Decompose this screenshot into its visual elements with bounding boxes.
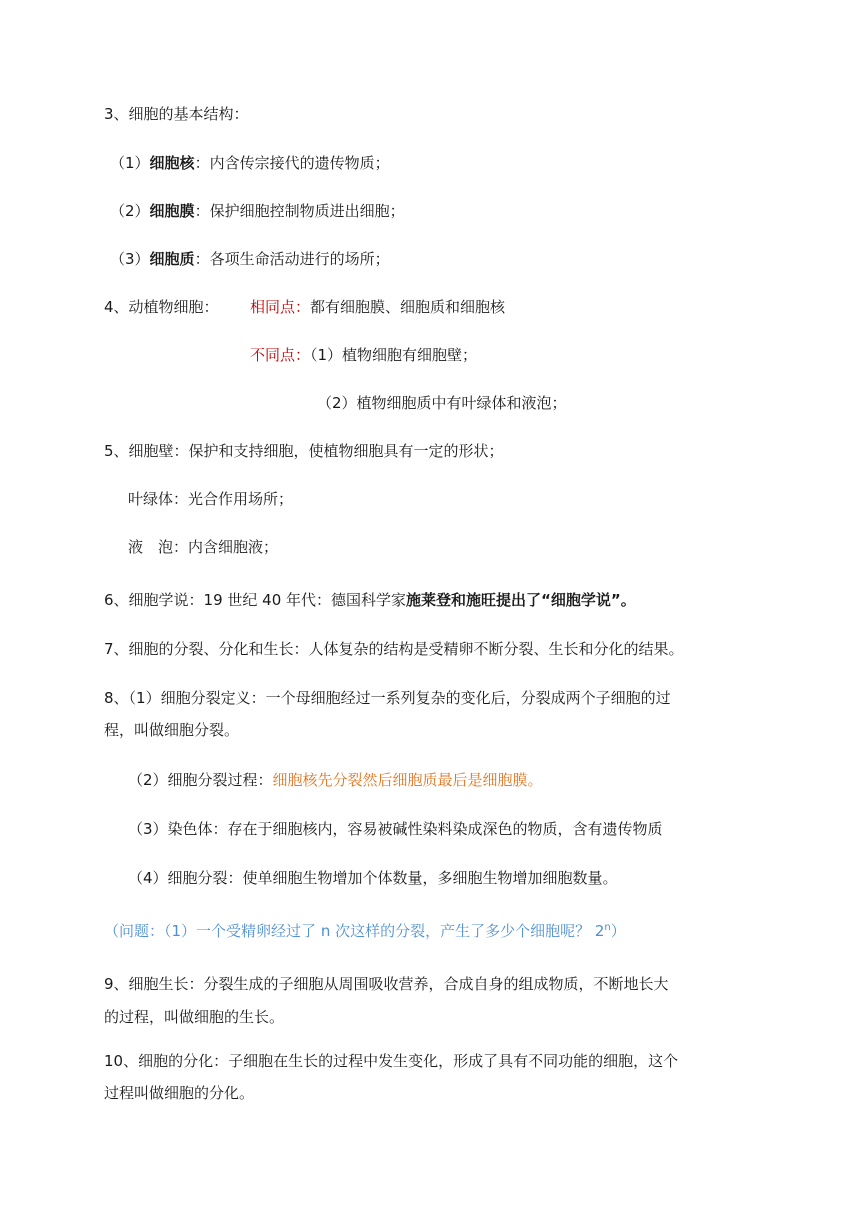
section-4-diff <box>250 345 477 365</box>
section-9-line-1: 9、细胞生长：分裂生成的子细胞从周围吸收营养，合成自身的组成物质，不断地长大 <box>104 975 669 993</box>
section-6-suffix: 。 <box>620 591 636 609</box>
section-10-line-1: 10、细胞的分化：子细胞在生长的过程中发生变化，形成了具有不同功能的细胞，这个 <box>104 1052 679 1070</box>
section-7: 7、细胞的分裂、分化和生长：人体复杂的结构是受精卵不断分裂、生长和分化的结果。 <box>104 640 684 658</box>
section-8-line-2: 程，叫做细胞分裂。 <box>104 721 240 739</box>
question-line <box>104 921 626 941</box>
section-8-item-3: （3）染色体：存在于细胞核内，容易被碱性染料染成深色的物质，含有遗传物质 <box>128 820 663 838</box>
section-5-line-1: 5、细胞壁：保护和支持细胞，使植物细胞具有一定的形状； <box>104 442 504 460</box>
section-6-prefix: 6、细胞学说：19 世纪 40 年代：德国科学家 <box>104 591 407 609</box>
section-3-heading: 3、细胞的基本结构： <box>104 105 249 123</box>
section-8-item-4: （4）细胞分裂：使单细胞生物增加个体数量，多细胞生物增加细胞数量。 <box>128 869 618 887</box>
section-5-line-3: 液 泡：内含细胞液； <box>128 538 279 556</box>
item-number: （3） <box>110 250 150 268</box>
section-4-prefix: 4、动植物细胞： <box>104 298 219 316</box>
section-3-item-1 <box>110 153 390 173</box>
term-description: ：各项生命活动进行的场所； <box>194 250 390 268</box>
section-6-bold: 施莱登和施旺提出了“细胞学说” <box>406 591 621 609</box>
question-exponent: n <box>604 922 611 933</box>
section-8-line-1: 8、（1）细胞分裂定义：一个母细胞经过一系列复杂的变化后，分裂成两个子细胞的过 <box>104 689 671 707</box>
section-3-item-2 <box>110 201 405 221</box>
section-3-item-3 <box>110 249 390 269</box>
section-5-line-2: 叶绿体：光合作用场所； <box>128 490 294 508</box>
section-4-same <box>250 297 505 317</box>
diff-label: 不同点： <box>250 346 311 364</box>
question-close: ） <box>610 922 626 940</box>
item-2-prefix: （2）细胞分裂过程： <box>128 771 273 789</box>
section-4-line-1 <box>104 297 219 317</box>
section-4-diff-2: （2）植物细胞质中有叶绿体和液泡； <box>317 394 567 412</box>
term-nucleus: 细胞核 <box>149 154 195 172</box>
section-8-item-2 <box>128 770 543 790</box>
item-number: （1） <box>110 154 150 172</box>
same-label: 相同点： <box>250 298 311 316</box>
term-description: ：内含传宗接代的遗传物质； <box>194 154 390 172</box>
item-number: （2） <box>110 202 150 220</box>
section-6 <box>104 590 636 610</box>
term-cytoplasm: 细胞质 <box>149 250 195 268</box>
item-2-highlight: 细胞核先分裂然后细胞质最后是细胞膜。 <box>272 771 543 789</box>
section-10-line-2: 过程叫做细胞的分化。 <box>104 1084 255 1102</box>
same-text: 都有细胞膜、细胞质和细胞核 <box>310 298 506 316</box>
question-text: （问题：（1）一个受精卵经过了 n 次这样的分裂，产生了多少个细胞呢？ 2 <box>104 922 605 940</box>
term-description: ：保护细胞控制物质进出细胞； <box>194 202 405 220</box>
diff-1: （1）植物细胞有细胞壁； <box>310 346 478 364</box>
term-membrane: 细胞膜 <box>149 202 195 220</box>
section-9-line-2: 的过程，叫做细胞的生长。 <box>104 1008 285 1026</box>
